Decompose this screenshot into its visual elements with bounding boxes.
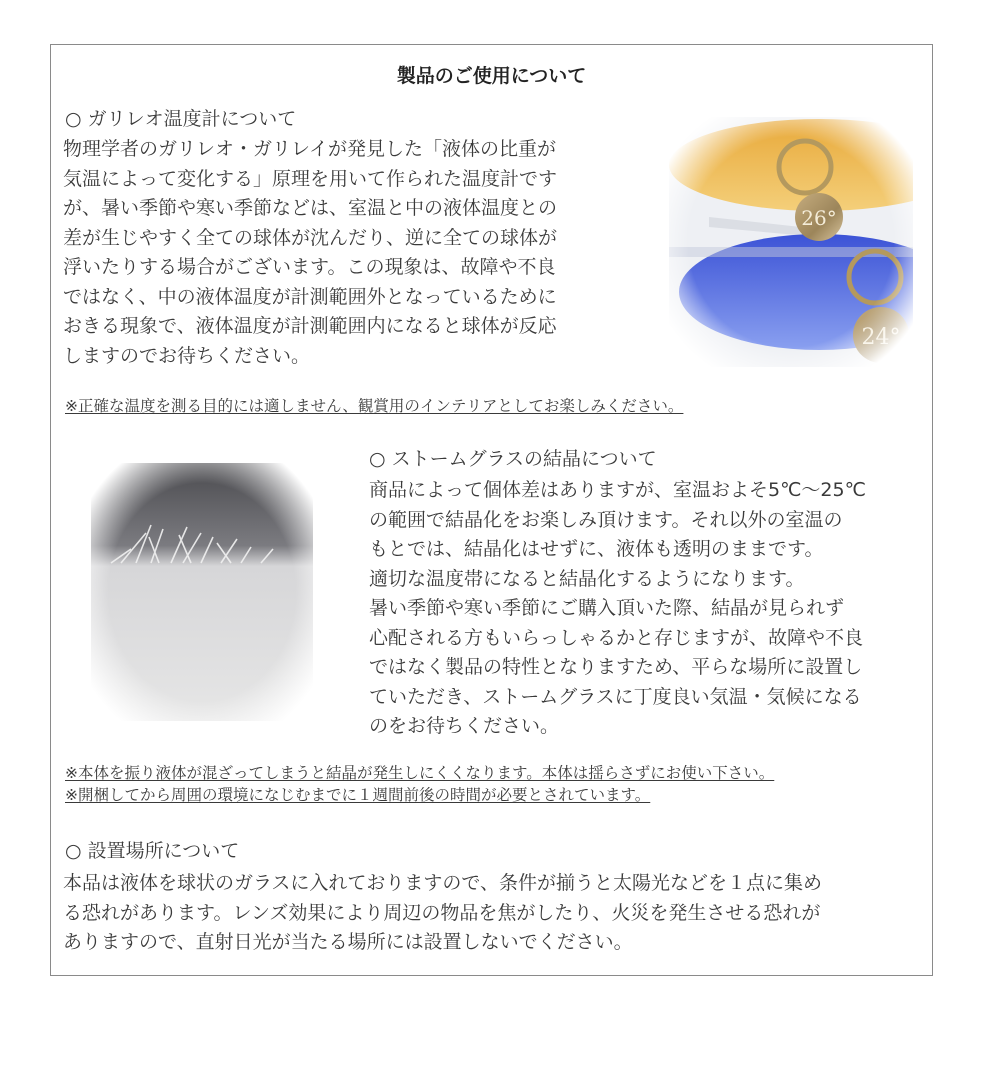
storm-glass-note-1: ※本体を振り液体が混ざってしまうと結晶が発生しにくくなります。本体は揺らさずにお使い下さい。: [65, 764, 775, 782]
galileo-line: しますのでお待ちください。: [63, 344, 311, 367]
galileo-line: 物理学者のガリレオ・ガリレイが発見した「液体の比重が: [63, 138, 557, 160]
storm-glass-line: の範囲で結晶化をお楽しみ頂けます。それ以外の室温の: [369, 508, 843, 531]
storm-glass-note-2: ※開梱してから周囲の環境になじむまでに１週間前後の時間が必要とされています。: [65, 786, 651, 804]
storm-glass-line: もとでは、結晶化はせずに、液体も透明のままです。: [369, 538, 824, 560]
galileo-note: ※正確な温度を測る目的には適しません、観賞用のインテリアとしてお楽しみください。: [65, 397, 684, 415]
storm-glass-body: [369, 476, 866, 742]
storm-glass-line: 暑い季節や寒い季節にご購入頂いた際、結晶が見られず: [369, 597, 845, 619]
galileo-heading: ○ ガリレオ温度計について: [65, 108, 297, 130]
placement-line: ありますので、直射日光が当たる場所には設置しないでください。: [63, 931, 633, 953]
galileo-line: 差が生じやすく全ての球体が沈んだり、逆に全ての球体が: [63, 226, 558, 249]
notice-frame: [50, 44, 933, 976]
storm-glass-line: のをお待ちください。: [369, 715, 560, 737]
page-title: 製品のご使用について: [396, 65, 587, 87]
galileo-line: 浮いたりする場合がございます。この現象は、故障や不良: [63, 256, 556, 278]
galileo-body: [63, 135, 557, 371]
galileo-thermometer-image: [669, 117, 913, 367]
storm-glass-heading: ○ ストームグラスの結晶について: [369, 448, 657, 470]
placement-body: [63, 869, 822, 958]
galileo-line: おきる現象で、液体温度が計測範囲内になると球体が反応: [63, 315, 557, 337]
storm-glass-line: ではなく製品の特性となりますため、平らな場所に設置し: [369, 656, 863, 678]
storm-glass-line: 心配される方もいらっしゃるかと存じますが、故障や不良: [369, 626, 864, 649]
placement-line: 本品は液体を球状のガラスに入れておりますので、条件が揃うと太陽光などを１点に集め: [63, 872, 823, 894]
placement-heading: ○ 設置場所について: [65, 840, 240, 862]
placement-line: る恐れがあります。レンズ効果により周辺の物品を焦がしたり、火災を発生させる恐れが: [63, 901, 821, 924]
storm-glass-crystal-image: [91, 463, 313, 721]
storm-glass-line: ていただき、ストームグラスに丁度良い気温・気候になる: [369, 685, 862, 708]
galileo-line: 気温によって変化する」原理を用いて作られた温度計です: [63, 167, 558, 190]
galileo-line: ではなく、中の液体温度が計測範囲外となっているために: [63, 285, 557, 308]
galileo-line: が、暑い季節や寒い季節などは、室温と中の液体温度との: [63, 197, 558, 219]
storm-glass-line: 適切な温度帯になると結晶化するようになります。: [369, 567, 805, 590]
storm-glass-line: 商品によって個体差はありますが、室温およそ5℃～25℃: [369, 479, 866, 501]
